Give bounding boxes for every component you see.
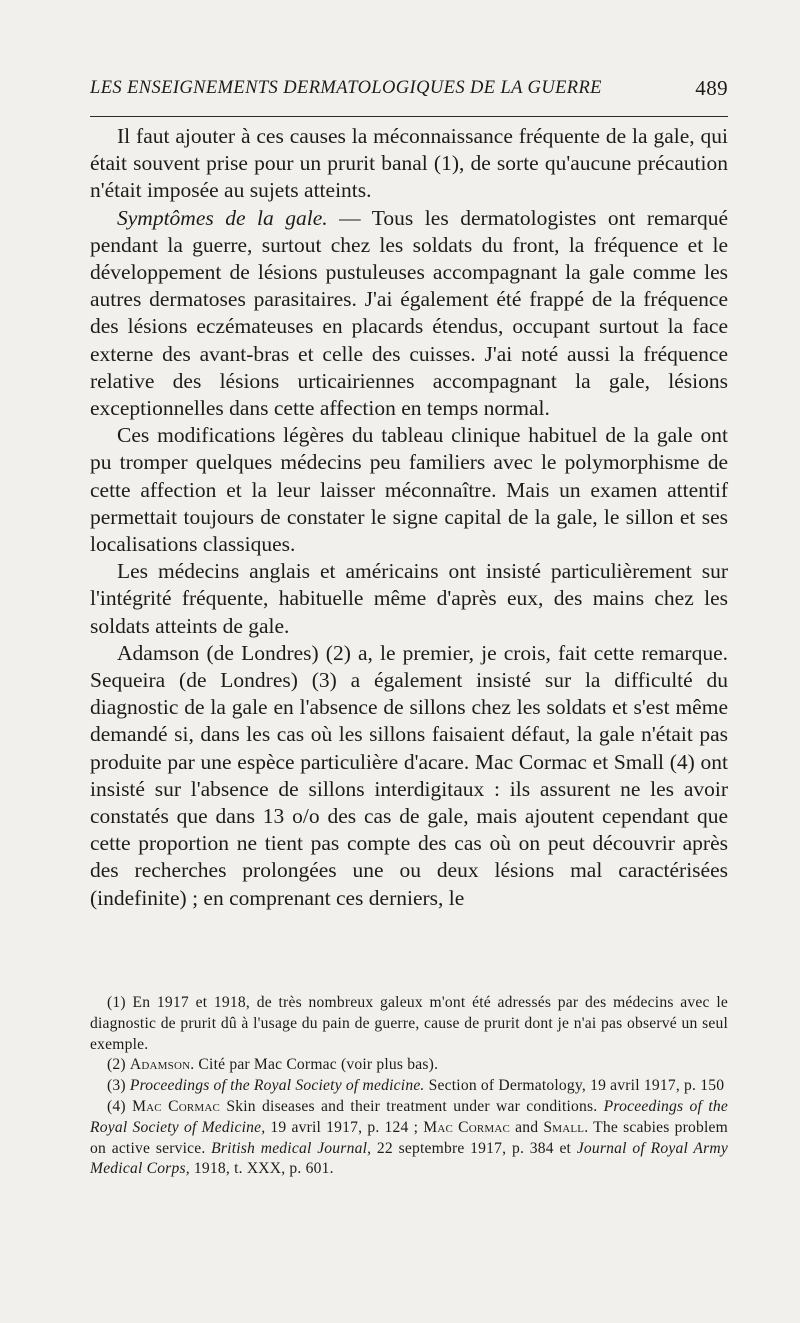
footnotes: [90, 993, 728, 1180]
paragraph: Ces modifications légères du tableau clinique habituel de la gale ont pu tromper quelques médecins peu familiers avec le polymorphisme de cette affection et la leur laisser méconnaître. Mais un examen attentif permettait toujours de constater le signe capital de la gale, le sillon et ses localisations classiques.: [90, 423, 728, 557]
main-text: [90, 123, 728, 912]
footnote: (1) En 1917 et 1918, de très nombreux galeux m'ont été adressés par des médecins avec le diagnostic de prurit dû à l'usage du pain de guerre, cause de prurit dont je n'ai pas observé un seul exemple.: [90, 994, 728, 1053]
running-header: [90, 72, 728, 104]
section-heading: Symptômes de la gale.: [117, 205, 328, 230]
paragraph: Les médecins anglais et américains ont insisté particulièrement sur l'intégrité fréquente, habituelle même d'après eux, des mains chez les soldats atteints de gale.: [90, 559, 728, 638]
footnote: (3) Proceedings of the Royal Society of medicine. Section of Dermatology, 19 avril 1917, p. 150: [107, 1077, 725, 1095]
page-number: 489: [695, 76, 728, 100]
header-rule: [90, 116, 728, 117]
paragraph-text: — Tous les dermatologistes ont remarqué pendant la guerre, surtout chez les soldats du front, la fréquence et le développement de lésions pustuleuses accompagnant la gale comme les autres dermatoses parasitaires. J'ai également été frappé de la fréquence des lésions eczémateuses en placards étendus, occupant surtout la face externe des avant-bras et celle des cuisses. J'ai noté aussi la fréquence relative des lésions urticairiennes accompagnant la gale, lésions exceptionnelles dans cette affection en temps normal.: [90, 205, 729, 421]
paragraph: [90, 205, 728, 423]
footnote: (4) Mac Cormac Skin diseases and their treatment under war conditions. Proceedings of the Royal Society of Medicine, 19 avril 1917, p. 124 ; Mac Cormac and Small. The scabies problem on active service. British medical Journal, 22 septembre 1917, p. 384 et Journal of Royal Army Medical Corps, 1918, t. XXX, p. 601.: [90, 1097, 728, 1178]
paragraph: Il faut ajouter à ces causes la méconnaissance fréquente de la gale, qui était souvent prise pour un prurit banal (1), de sorte qu'aucune précaution n'était imposée au sujets atteints.: [90, 124, 728, 203]
running-title: LES ENSEIGNEMENTS DERMATOLOGIQUES DE LA GUERRE: [90, 78, 602, 98]
book-page: [90, 0, 728, 1323]
footnote: (2) Adamson. Cité par Mac Cormac (voir plus bas).: [107, 1056, 439, 1074]
paragraph: Adamson (de Londres) (2) a, le premier, je crois, fait cette remarque. Sequeira (de Londres) (3) a également insisté sur la difficulté du diagnostic de la gale en l'absence de sillons chez les soldats et s'est même demandé si, dans les cas où les sillons faisaient défaut, la gale n'était pas produite par une espèce particulière d'acare. Mac Cormac et Small (4) ont insisté sur l'absence de sillons interdigitaux : ils assurent ne les avoir constatés que dans 13 o/o des cas de gale, mais ajoutent cependant que cette proportion ne tient pas compte des cas où on peut découvrir après des recherches prolongées une ou deux lésions mal caractérisées (indefinite) ; en comprenant ces derniers, le: [90, 640, 728, 910]
